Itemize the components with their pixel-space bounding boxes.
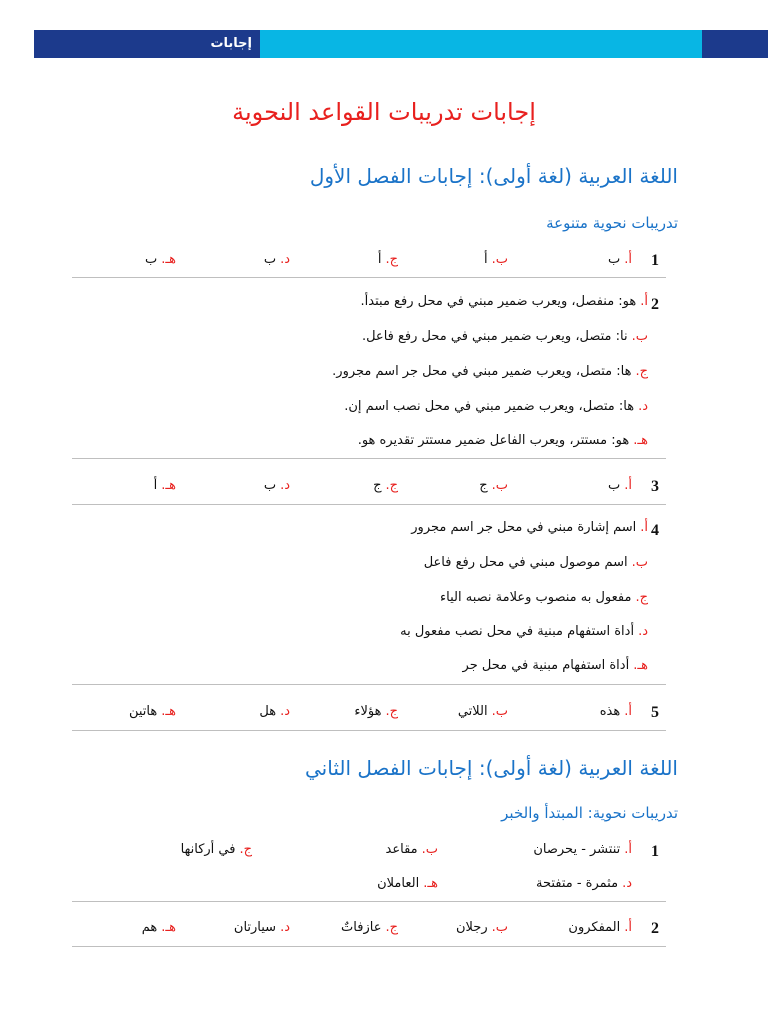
answer-text: هؤلاء <box>354 704 382 719</box>
chapter-1-section-title: تدريبات نحوية متنوعة <box>546 214 678 232</box>
answer-letter: أ. <box>624 252 632 267</box>
answer-item <box>600 702 632 722</box>
answer-letter: ج. <box>385 252 398 267</box>
answer-item <box>181 840 252 860</box>
answer-text: ب <box>263 478 277 493</box>
answer-line <box>358 431 648 451</box>
answer-letter: أ. <box>624 920 632 935</box>
question-number: 2 <box>651 296 659 313</box>
answer-line <box>344 397 648 417</box>
answer-line <box>361 292 648 312</box>
answer-text: أداة استفهام مبنية في محل نصب مفعول به <box>400 624 635 639</box>
answer-letter: أ. <box>624 704 632 719</box>
question-number: 2 <box>651 920 659 937</box>
answer-letter: د. <box>638 399 648 414</box>
answer-letter: ج. <box>635 364 648 379</box>
answer-item <box>568 918 632 938</box>
chapter-2-title: اللغة العربية (لغة أولى): إجابات الفصل الثاني <box>304 756 678 780</box>
answer-text: أداة استفهام مبنية في محل جر <box>462 658 630 673</box>
answer-item <box>259 702 290 722</box>
chapter-1-title: اللغة العربية (لغة أولى): إجابات الفصل الأول <box>309 164 678 188</box>
answer-text: عازفاتٌ <box>341 920 382 935</box>
answer-letter: ج. <box>385 704 398 719</box>
answer-letter: ب. <box>491 252 508 267</box>
answer-text: العاملان <box>377 876 420 891</box>
answer-text: مثمرة - متفتحة <box>535 876 619 891</box>
answer-text: هو: مستتر، ويعرب الفاعل ضمير مستتر تقديره هو. <box>357 433 630 448</box>
answer-letter: هـ. <box>161 704 176 719</box>
answer-letter: ب. <box>491 704 508 719</box>
answer-letter: أ. <box>640 294 648 309</box>
answer-text: اسم إشارة مبني في محل جر اسم مجرور <box>411 520 637 535</box>
answer-text: هذه <box>599 704 621 719</box>
answer-letter: د. <box>280 704 290 719</box>
header-tag: إجابات <box>34 30 260 58</box>
answer-item <box>142 918 176 938</box>
answer-item <box>536 874 632 894</box>
question-number: 1 <box>651 843 659 860</box>
answer-item <box>608 476 632 496</box>
answer-item <box>479 476 508 496</box>
answer-letter: ب. <box>631 329 648 344</box>
answer-letter: هـ. <box>161 920 176 935</box>
answer-line <box>424 553 648 573</box>
answer-letter: ب. <box>491 920 508 935</box>
divider <box>72 730 666 731</box>
answer-letter: أ. <box>624 842 632 857</box>
answer-item <box>354 702 398 722</box>
divider <box>72 901 666 902</box>
answer-item <box>378 250 398 270</box>
answer-letter: د. <box>622 876 632 891</box>
answer-letter: ج. <box>385 920 398 935</box>
answer-text: ب <box>263 252 277 267</box>
answer-item <box>377 874 438 894</box>
answer-line <box>440 588 648 608</box>
answer-item <box>386 840 438 860</box>
answer-text: المفكرون <box>568 920 621 935</box>
answer-item <box>341 918 398 938</box>
answer-line <box>400 622 648 642</box>
answer-letter: ج. <box>385 478 398 493</box>
answer-text: هل <box>259 704 277 719</box>
question-number: 3 <box>651 478 659 495</box>
answer-text: هو: منفصل، ويعرب ضمير مبني في محل رفع مبتدأ. <box>360 294 637 309</box>
answer-text: ج <box>373 478 382 493</box>
answer-text: أ <box>484 252 488 267</box>
answer-text: أ <box>153 478 158 493</box>
answer-letter: أ. <box>640 520 648 535</box>
answer-text: ب <box>608 478 621 493</box>
answer-text: رجلان <box>456 920 488 935</box>
answer-item <box>145 250 176 270</box>
answer-text: ها: متصل، ويعرب ضمير مبني في محل نصب اسم إن. <box>344 399 635 414</box>
answer-text: اسم موصول مبني في محل رفع فاعل <box>423 555 628 570</box>
answer-item <box>608 250 632 270</box>
answer-line <box>463 656 648 676</box>
answer-letter: ج. <box>239 842 252 857</box>
divider <box>72 946 666 947</box>
answer-letter: د. <box>280 920 290 935</box>
answer-letter: د. <box>280 478 290 493</box>
answer-line <box>411 518 648 538</box>
answer-item <box>533 840 632 860</box>
answer-letter: أ. <box>624 478 632 493</box>
answer-item <box>458 702 508 722</box>
header-accent-band <box>260 30 702 58</box>
answer-text: ها: متصل، ويعرب ضمير مبني في محل جر اسم مجرور. <box>332 364 632 379</box>
answer-text: مقاعد <box>385 842 418 857</box>
answer-item <box>264 476 290 496</box>
answer-text: هم <box>141 920 158 935</box>
answer-text: ب <box>608 252 621 267</box>
answer-line <box>362 327 648 347</box>
answer-letter: ج. <box>635 590 648 605</box>
answer-text: تنتشر - يحرصان <box>533 842 621 857</box>
divider <box>72 684 666 685</box>
answer-text: هاتين <box>128 704 158 719</box>
answer-text: ج <box>479 478 488 493</box>
answer-item <box>456 918 508 938</box>
answer-item <box>129 702 176 722</box>
answer-line <box>332 362 648 382</box>
answer-letter: د. <box>280 252 290 267</box>
answer-text: ب <box>144 252 158 267</box>
answer-text: نا: متصل، ويعرب ضمير مبني في محل رفع فاعل. <box>361 329 628 344</box>
answer-text: في أركانها <box>180 842 236 857</box>
answer-item <box>484 250 508 270</box>
divider <box>72 458 666 459</box>
chapter-2-section-title: تدريبات نحوية: المبتدأ والخبر <box>501 804 678 822</box>
answer-letter: هـ. <box>161 478 176 493</box>
answer-item <box>234 918 290 938</box>
answer-text: اللاتي <box>457 704 488 719</box>
header-bar <box>34 30 768 58</box>
answer-letter: هـ. <box>423 876 438 891</box>
answer-letter: د. <box>638 624 648 639</box>
answer-letter: هـ. <box>633 658 648 673</box>
answer-letter: ب. <box>631 555 648 570</box>
answer-text: أ <box>377 252 382 267</box>
answer-text: مفعول به منصوب وعلامة نصبه الياء <box>440 590 632 605</box>
divider <box>72 277 666 278</box>
answer-letter: هـ. <box>633 433 648 448</box>
question-number: 5 <box>651 704 659 721</box>
answer-text: سيارتان <box>233 920 277 935</box>
answer-letter: ب. <box>421 842 438 857</box>
divider <box>72 504 666 505</box>
question-number: 1 <box>651 252 659 269</box>
question-number: 4 <box>651 522 659 539</box>
answer-item <box>264 250 290 270</box>
page-title: إجابات تدريبات القواعد النحوية <box>232 98 536 126</box>
answer-item <box>154 476 176 496</box>
answer-letter: هـ. <box>161 252 176 267</box>
header-end-band <box>702 30 768 58</box>
answer-letter: ب. <box>491 478 508 493</box>
answer-item <box>373 476 398 496</box>
